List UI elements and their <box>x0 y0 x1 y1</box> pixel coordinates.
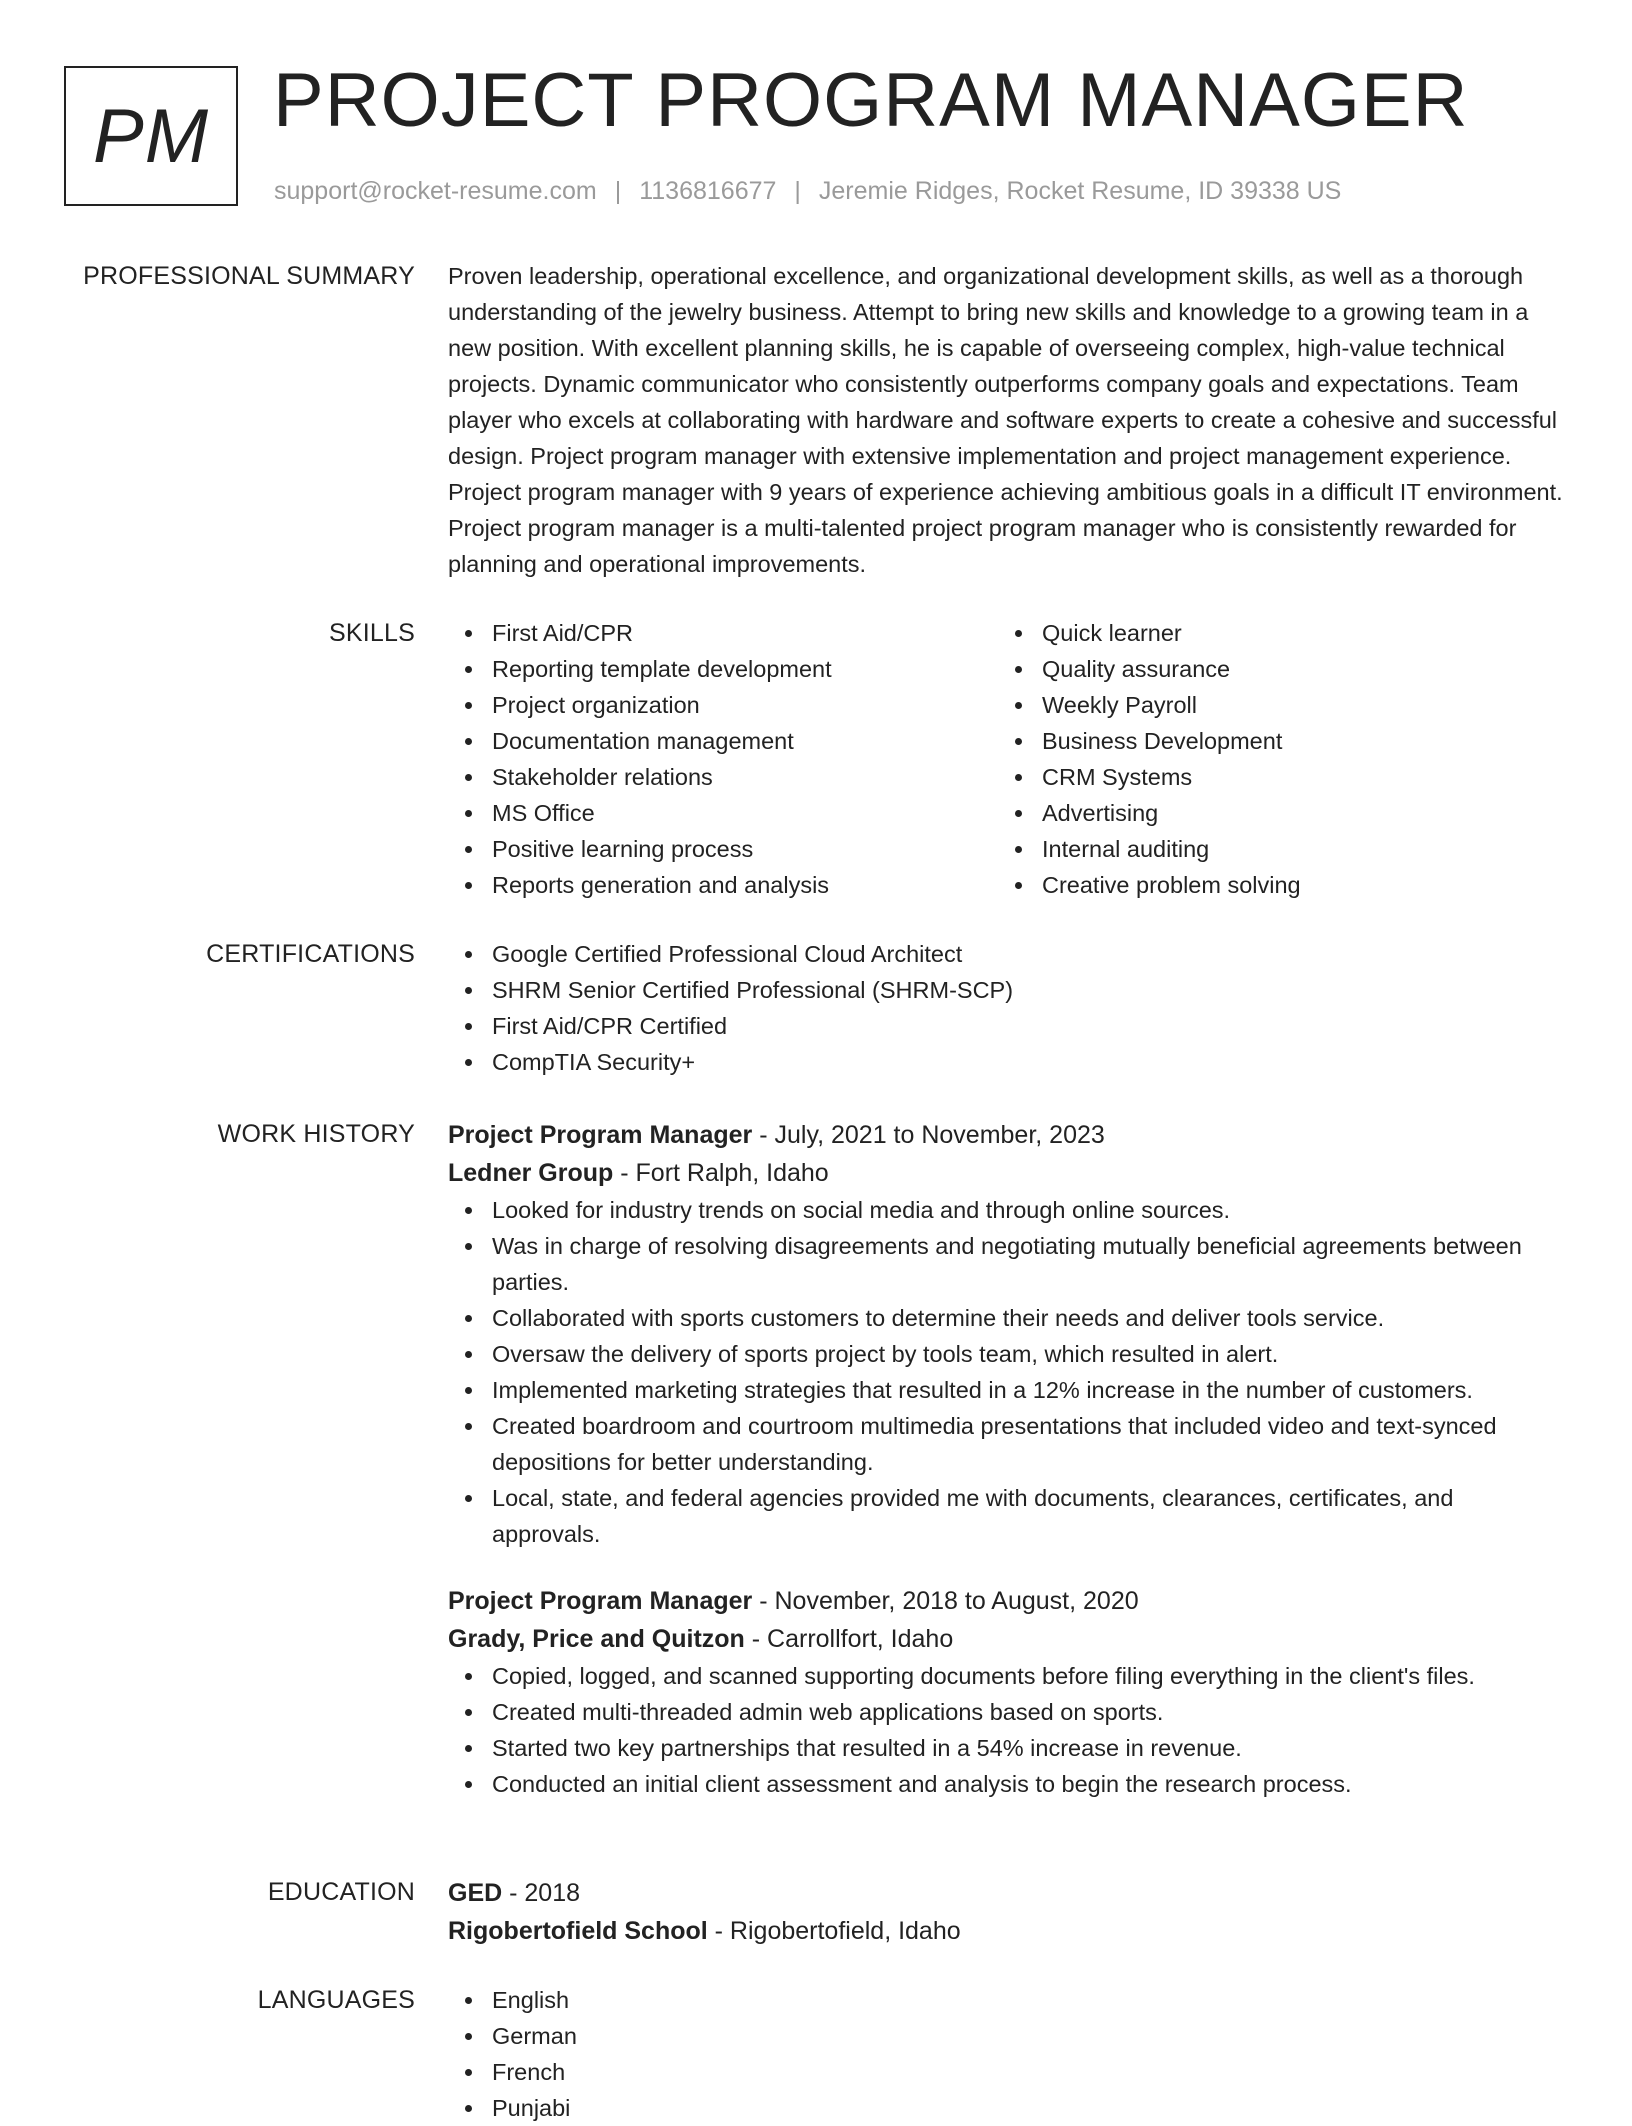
certification-item: CompTIA Security+ <box>448 1044 1568 1080</box>
job-duty: Created boardroom and courtroom multimedia presentations that included video and text-synced depositions for better understanding. <box>448 1408 1568 1480</box>
job-duty: Conducted an initial client assessment and analysis to begin the research process. <box>448 1766 1568 1802</box>
job-dates: - July, 2021 to November, 2023 <box>752 1121 1105 1149</box>
certifications-list <box>448 936 1568 1080</box>
job-title: Project Program Manager <box>448 1121 753 1149</box>
job-entry <box>448 1116 1568 1552</box>
education-school: Rigobertofield School <box>448 1917 708 1945</box>
skill-item: First Aid/CPR <box>448 615 998 651</box>
summary-text: Proven leadership, operational excellence, and organizational development skills, as well as a thorough understanding of the jewelry business. Attempt to bring new skills and knowledge to a growing team in a new position. With excellent planning skills, he is capable of overseeing complex, high-value technical projects. Dynamic communicator who consistently outperforms company goals and expectations. Team player who excels at collaborating with hardware and software experts to create a cohesive and successful design. Project program manager with extensive implementation and project management experience. Project program manager with 9 years of experience achieving ambitious goals in a difficult IT environment. Project program manager is a multi-talented project program manager who is consistently rewarded for planning and operational improvements. <box>448 263 1563 577</box>
job-duty: Collaborated with sports customers to determine their needs and deliver tools service. <box>448 1300 1568 1336</box>
skill-item: Quality assurance <box>998 651 1548 687</box>
job-duty: Was in charge of resolving disagreements and negotiating mutually beneficial agreements between parties. <box>448 1228 1568 1300</box>
work-history-body <box>448 1116 1568 1802</box>
languages-heading: LANGUAGES <box>257 1986 415 2014</box>
contact-separator: | <box>794 177 801 205</box>
job-duty: Copied, logged, and scanned supporting documents before filing everything in the client's files. <box>448 1658 1568 1694</box>
education-year: - 2018 <box>502 1879 581 1907</box>
skill-item: Documentation management <box>448 723 998 759</box>
skill-item: Advertising <box>998 795 1548 831</box>
skill-item: MS Office <box>448 795 998 831</box>
skill-item: Internal auditing <box>998 831 1548 867</box>
skill-item: Weekly Payroll <box>998 687 1548 723</box>
languages-body <box>448 1982 1568 2126</box>
summary-body <box>448 258 1568 582</box>
work-history-heading: WORK HISTORY <box>217 1120 415 1148</box>
certification-item: Google Certified Professional Cloud Architect <box>448 936 1568 972</box>
monogram-logo: PM <box>64 66 238 206</box>
certification-item: SHRM Senior Certified Professional (SHRM-SCP) <box>448 972 1568 1008</box>
skill-item: Positive learning process <box>448 831 998 867</box>
job-title-line <box>448 1582 1568 1620</box>
job-duty: Implemented marketing strategies that resulted in a 12% increase in the number of customers. <box>448 1372 1568 1408</box>
job-title-line <box>448 1116 1568 1154</box>
education-degree: GED <box>448 1879 503 1907</box>
certifications-body <box>448 936 1568 1080</box>
page-title: PROJECT PROGRAM MANAGER <box>273 58 1469 143</box>
education-body <box>448 1874 1568 1950</box>
job-duty: Local, state, and federal agencies provided me with documents, clearances, certificates, and approvals. <box>448 1480 1568 1552</box>
skill-item: Business Development <box>998 723 1548 759</box>
skill-item: Creative problem solving <box>998 867 1548 903</box>
job-company-line <box>448 1154 1568 1192</box>
contact-phone: 1136816677 <box>639 177 777 205</box>
skill-item: Project organization <box>448 687 998 723</box>
skills-list-right <box>998 615 1548 903</box>
job-location: - Fort Ralph, Idaho <box>613 1159 829 1187</box>
job-duty: Started two key partnerships that resulted in a 54% increase in revenue. <box>448 1730 1568 1766</box>
job-duty: Looked for industry trends on social media and through online sources. <box>448 1192 1568 1228</box>
contact-email[interactable]: support@rocket-resume.com <box>274 177 597 205</box>
job-duties-list <box>448 1192 1568 1552</box>
skill-item: Reporting template development <box>448 651 998 687</box>
job-entry <box>448 1582 1568 1802</box>
job-company: Ledner Group <box>448 1159 614 1187</box>
job-duty: Oversaw the delivery of sports project by tools team, which resulted in alert. <box>448 1336 1568 1372</box>
job-duty: Created multi-threaded admin web applications based on sports. <box>448 1694 1568 1730</box>
languages-list <box>448 1982 1568 2126</box>
education-degree-line <box>448 1874 1568 1912</box>
job-duties-list <box>448 1658 1568 1802</box>
certifications-heading: CERTIFICATIONS <box>206 940 415 968</box>
language-item: German <box>448 2018 1568 2054</box>
skills-body <box>448 615 1568 903</box>
job-company-line <box>448 1620 1568 1658</box>
contact-address: Jeremie Ridges, Rocket Resume, ID 39338 US <box>818 177 1342 205</box>
job-title: Project Program Manager <box>448 1587 753 1615</box>
skill-item: Reports generation and analysis <box>448 867 998 903</box>
summary-heading: PROFESSIONAL SUMMARY <box>83 262 415 290</box>
contact-line <box>274 174 1341 208</box>
skill-item: CRM Systems <box>998 759 1548 795</box>
education-heading: EDUCATION <box>267 1878 415 1906</box>
contact-separator: | <box>614 177 622 205</box>
education-school-line <box>448 1912 1568 1950</box>
skills-list-left <box>448 615 998 903</box>
skill-item: Stakeholder relations <box>448 759 998 795</box>
job-company: Grady, Price and Quitzon <box>448 1625 745 1653</box>
skill-item: Quick learner <box>998 615 1548 651</box>
language-item: English <box>448 1982 1568 2018</box>
job-location: - Carrollfort, Idaho <box>744 1625 954 1653</box>
skills-heading: SKILLS <box>329 619 415 647</box>
language-item: French <box>448 2054 1568 2090</box>
certification-item: First Aid/CPR Certified <box>448 1008 1568 1044</box>
job-dates: - November, 2018 to August, 2020 <box>752 1587 1139 1615</box>
language-item: Punjabi <box>448 2090 1568 2126</box>
education-location: - Rigobertofield, Idaho <box>707 1917 961 1945</box>
